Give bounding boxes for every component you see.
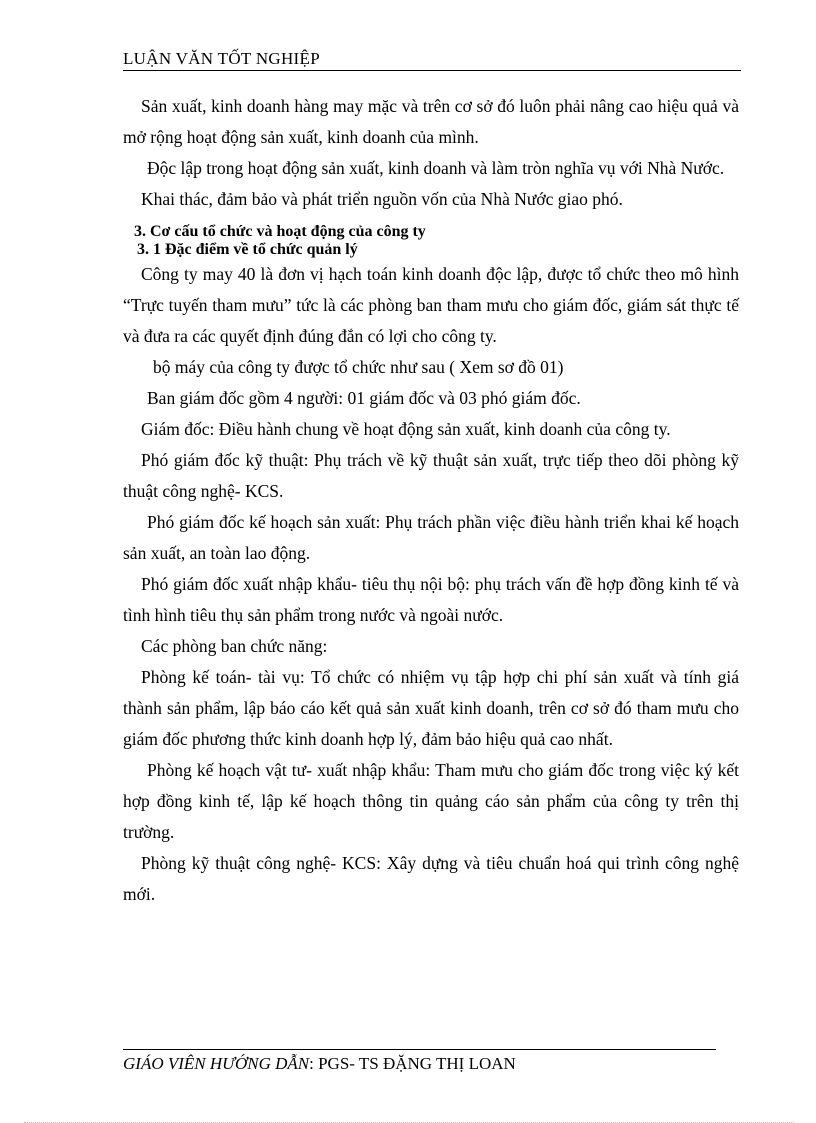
- header-title: LUẬN VĂN TỐT NGHIỆP: [123, 49, 320, 68]
- paragraph-7: Giám đốc: Điều hành chung về hoạt động sản xuất, kinh doanh của công ty.: [141, 419, 671, 439]
- paragraph-11: Các phòng ban chức năng:: [141, 636, 328, 656]
- paragraph-13: Phòng kế hoạch vật tư- xuất nhập khẩu: Tham mưu cho giám đốc trong việc ký kết hợp đồng kinh tế, lập kế hoạch thông tin quảng cáo sản phẩm của công ty trên thị trường.: [123, 760, 739, 842]
- paragraph-12: Phòng kế toán- tài vụ: Tổ chức có nhiệm vụ tập hợp chi phí sản xuất và tính giá thành sản phẩm, lập báo cáo kết quả sản xuất kinh doanh, trên cơ sở đó tham mưu cho giám đốc phương thức kinh doanh hợp lý, đảm bảo hiệu quả cao nhất.: [123, 667, 739, 749]
- footer-divider: [123, 1049, 716, 1050]
- footer-advisor-name: PGS- TS ĐẶNG THỊ LOAN: [318, 1054, 516, 1073]
- paragraph-10: Phó giám đốc xuất nhập khẩu- tiêu thụ nội bộ: phụ trách vấn đề hợp đồng kinh tế và tình hình tiêu thụ sản phẩm trong nước và ngoài nước.: [123, 574, 739, 625]
- section-heading-3: 3. Cơ cấu tổ chức và hoạt động của công ty: [134, 223, 426, 240]
- page-header: [123, 49, 741, 71]
- document-body: [123, 91, 739, 910]
- paragraph-9: Phó giám đốc kế hoạch sản xuất: Phụ trách phần việc điều hành triển khai kế hoạch sản xuất, an toàn lao động.: [123, 512, 739, 563]
- section-heading-3-1: 3. 1 Đặc điểm về tổ chức quản lý: [137, 241, 358, 258]
- paragraph-2: Độc lập trong hoạt động sản xuất, kinh doanh và làm tròn nghĩa vụ với Nhà Nước.: [147, 158, 725, 178]
- page-footer: [123, 1053, 516, 1075]
- paragraph-4: Công ty may 40 là đơn vị hạch toán kinh doanh độc lập, được tổ chức theo mô hình “Trực tuyến tham mưu” tức là các phòng ban tham mưu cho giám đốc, giám sát thực tế và đưa ra các quyết định đúng đắn có lợi cho công ty.: [123, 264, 739, 346]
- paragraph-5: bộ máy của công ty được tổ chức như sau ( Xem sơ đồ 01): [153, 357, 564, 377]
- paragraph-14: Phòng kỹ thuật công nghệ- KCS: Xây dựng và tiêu chuẩn hoá qui trình công nghệ mới.: [123, 853, 739, 904]
- footer-separator: :: [309, 1054, 319, 1073]
- paragraph-6: Ban giám đốc gồm 4 người: 01 giám đốc và 03 phó giám đốc.: [147, 388, 581, 408]
- paragraph-3: Khai thác, đảm bảo và phát triển nguồn vốn của Nhà Nước giao phó.: [141, 189, 623, 209]
- paragraph-8: Phó giám đốc kỹ thuật: Phụ trách về kỹ thuật sản xuất, trực tiếp theo dõi phòng kỹ thuật công nghệ- KCS.: [123, 450, 739, 501]
- paragraph-1: Sản xuất, kinh doanh hàng may mặc và trên cơ sở đó luôn phải nâng cao hiệu quả và mở rộng hoạt động sản xuất, kinh doanh của mình.: [123, 96, 739, 147]
- footer-label: GIÁO VIÊN HƯỚNG DẪN: [123, 1054, 310, 1073]
